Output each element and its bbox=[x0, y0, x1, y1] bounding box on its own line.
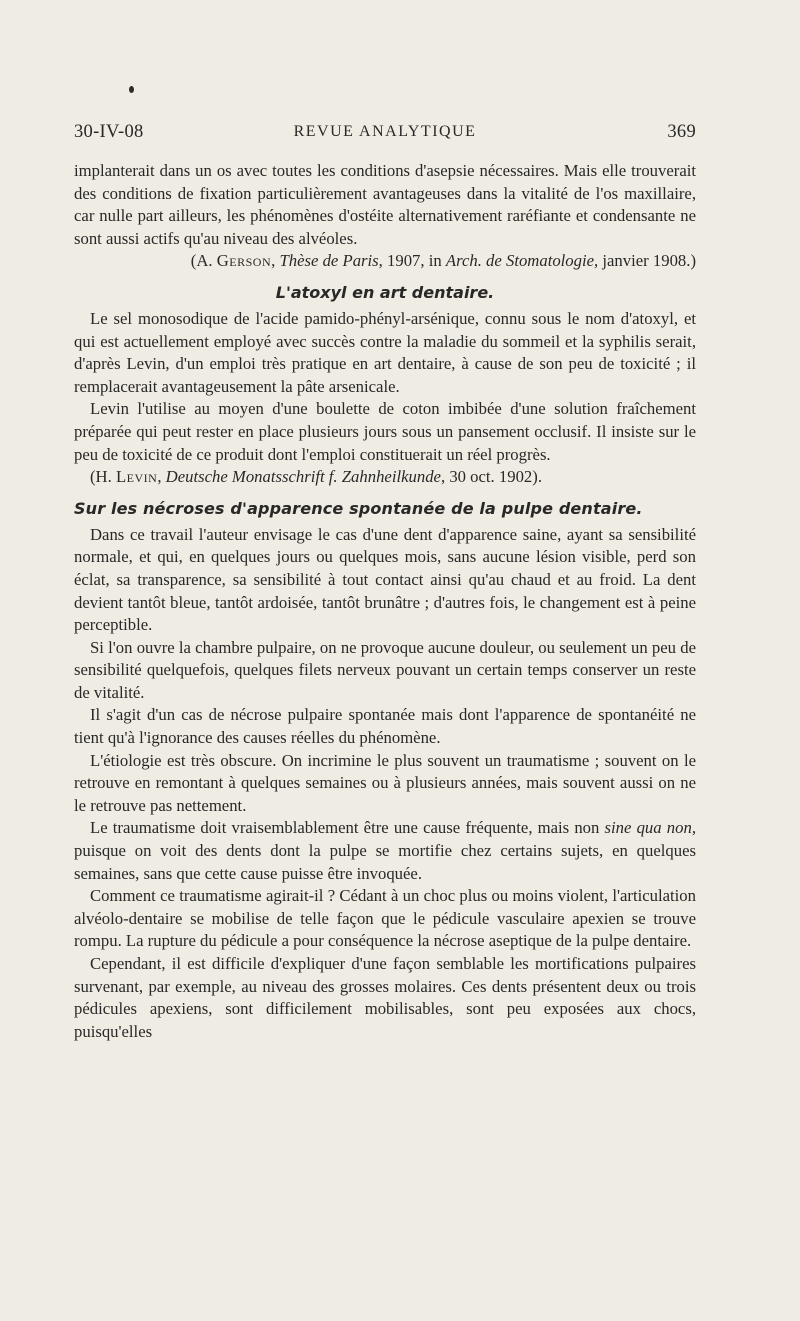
header-date: 30-IV-08 bbox=[74, 122, 144, 142]
paragraph: Levin l'utilise au moyen d'une boulette de coton imbibée d'une solution fraîchement préparée qui peut rester en place plusieurs jours sous un pansement occlusif. Il insiste sur le peu de toxicité de ce produit dont l'emploi constituerait un réel progrès. bbox=[74, 399, 696, 464]
citation-gerson: (A. Gerson, Thèse de Paris, 1907, in Arch. de Stomatologie, janvier 1908.) bbox=[190, 251, 696, 271]
paragraph: Cependant, il est difficile d'expliquer d'une façon semblable les mortifications pulpaires survenant, par exemple, au niveau des grosses molaires. Ces dents présentent deux ou trois pédicules apexiens, sont difficilement mobilisables, sont peu exposées aux chocs, puisqu'elles bbox=[74, 954, 696, 1041]
citation-work: Deutsche Monatsschrift f. Zahnheilkunde bbox=[165, 467, 441, 487]
citation-work: Thèse de Paris bbox=[279, 251, 379, 271]
article-body bbox=[74, 160, 696, 1043]
page-number: 369 bbox=[667, 122, 696, 142]
running-header bbox=[74, 122, 696, 152]
citation-levin: (H. Levin, Deutsche Monatsschrift f. Zahnheilkunde, 30 oct. 1902). bbox=[90, 467, 543, 487]
paragraph: Le traumatisme doit vraisemblablement être une cause fréquente, mais non sine qua non, puisque on voit des dents dont la pulpe se mortifie chez certains sujets, en quelques semaines, sans que cette cause puisse être invoquée. bbox=[74, 818, 696, 883]
header-title: REVUE ANALYTIQUE bbox=[293, 123, 477, 140]
paragraph: Il s'agit d'un cas de nécrose pulpaire spontanée mais dont l'apparence de spontanéité ne tient qu'à l'ignorance des causes réelles du phénomène. bbox=[74, 705, 696, 748]
section-title-necroses: Sur les nécroses d'apparence spontanée de la pulpe dentaire. bbox=[74, 498, 643, 518]
paragraph: Comment ce traumatisme agirait-il ? Cédant à un choc plus ou moins violent, l'articulation alvéolo-dentaire se mobilise de telle façon que le pédicule vasculaire apexien se trouve rompu. La rupture du pédicule a pour conséquence la nécrose aseptique de la pulpe dentaire. bbox=[74, 886, 696, 951]
paragraph: L'étiologie est très obscure. On incrimine le plus souvent un traumatisme ; souvent on le retrouve en remontant à quelques semaines ou à plusieurs années, mais souvent aussi on ne le retrouve pas nettement. bbox=[74, 750, 696, 815]
ink-dot bbox=[129, 86, 134, 93]
paragraph: Dans ce travail l'auteur envisage le cas d'une dent d'apparence saine, ayant sa sensibilité normale, et qui, en quelques jours ou quelques mois, sans aucune lésion visible, perd son éclat, sa transparence, sa sensibilité à tout contact ainsi qu'au chaud et au froid. La dent devient tantôt bleue, tantôt ardoisée, tantôt brunâtre ; d'autres fois, le changement est à peine perceptible. bbox=[74, 524, 696, 635]
citation-author: Gerson bbox=[216, 251, 272, 271]
latin-phrase: sine qua non, bbox=[604, 818, 696, 838]
section-title-atoxyl: L'atoxyl en art dentaire. bbox=[275, 282, 495, 302]
citation-journal: Arch. de Stomatologie, bbox=[445, 251, 599, 271]
paragraph: Si l'on ouvre la chambre pulpaire, on ne provoque aucune douleur, ou seulement un peu de sensibilité quelquefois, quelques filets nerveux pouvant un certain temps conserver un reste de vitalité. bbox=[74, 637, 696, 702]
paragraph: Le sel monosodique de l'acide pamido-phényl-arsénique, connu sous le nom d'atoxyl, et qui est actuellement employé avec succès contre la maladie du sommeil et la syphilis serait, d'après Levin, d'un emploi très pratique en art dentaire, à cause de son peu de toxicité ; il remplacerait avantageusement la pâte arsenicale. bbox=[74, 308, 696, 396]
citation-author: Levin bbox=[115, 467, 158, 487]
paragraph-continued: implanterait dans un os avec toutes les conditions d'asepsie nécessaires. Mais elle trouverait des conditions de fixation particulièrement avantageuses dans la vitalité de l'os maxillaire, car nulle part ailleurs, les phénomènes d'ostéite alternativement raréfiante et condensante ne sont aussi actifs qu'au niveau des alvéoles. bbox=[74, 161, 696, 248]
